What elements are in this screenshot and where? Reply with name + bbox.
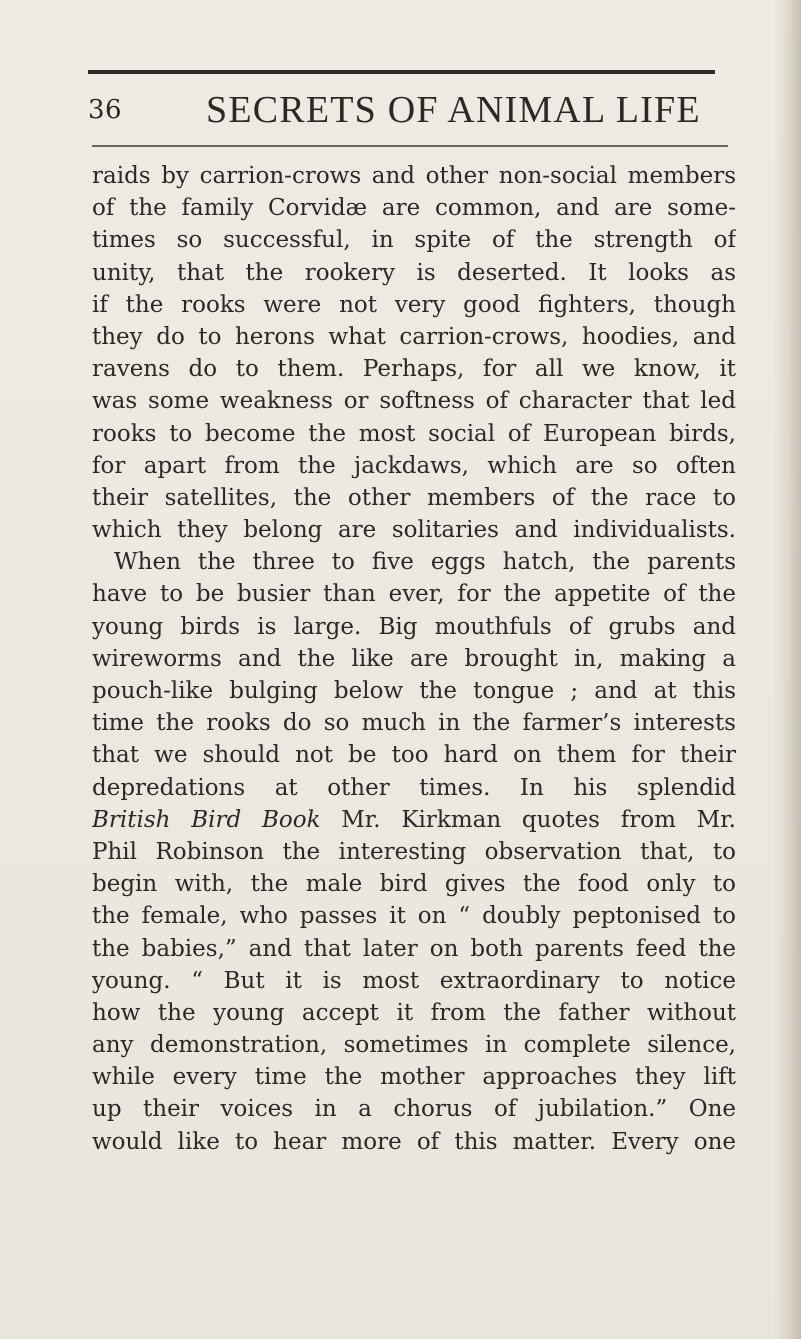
text-line: how the young accept it from the father without [92, 999, 736, 1026]
text-line: the babies,” and that later on both parents feed the [92, 935, 736, 962]
text-line: they do to herons what carrion-crows, hoodies, and [92, 323, 736, 350]
text-line: time the rooks do so much in the farmer’s interests [92, 710, 736, 737]
body-text [92, 160, 736, 1158]
text-line: wireworms and the like are brought in, making a [92, 645, 736, 672]
text-line: young. “ But it is most extraordinary to notice [92, 967, 736, 994]
text-line: if the rooks were not very good fighters, though [92, 291, 736, 318]
text-line: that we should not be too hard on them for their [92, 742, 736, 769]
text-line: raids by carrion-crows and other non-social members [92, 163, 736, 189]
text-line: depredations at other times. In his splendid [92, 774, 736, 801]
text-line: their satellites, the other members of the race to [92, 484, 736, 511]
page-number: 36 [88, 95, 123, 125]
text-line: Phil Robinson the interesting observation that, to [92, 838, 736, 865]
text-line: was some weakness or softness of character that led [92, 388, 736, 415]
header-top-rule [88, 70, 715, 74]
text-line: for apart from the jackdaws, which are so often [92, 452, 736, 479]
text-line: times so successful, in spite of the strength of [92, 227, 736, 254]
text-line: while every time the mother approaches they lift [92, 1064, 736, 1091]
text-line: When the three to five eggs hatch, the parents [114, 549, 736, 576]
text-line: begin with, the male bird gives the food only to [92, 871, 736, 898]
text-line: would like to hear more of this matter. Every one [92, 1128, 736, 1155]
text-line: young birds is large. Big mouthfuls of grubs and [92, 613, 736, 640]
text-line: ravens do to them. Perhaps, for all we know, it [92, 356, 736, 383]
text-segment: Mr. Kirkman quotes from Mr. [320, 806, 736, 833]
text-line: have to be busier than ever, for the appetite of the [92, 581, 736, 608]
text-line: rooks to become the most social of European birds, [92, 420, 736, 447]
text-line: any demonstration, sometimes in complete silence, [92, 1032, 736, 1059]
header-bottom-rule [92, 145, 728, 147]
page-header [88, 86, 728, 134]
page-edge-shadow [773, 0, 801, 1339]
text-line: unity, that the rookery is deserted. It looks as [92, 259, 736, 286]
book-title: British Bird Book [92, 806, 321, 833]
text-line: up their voices in a chorus of jubilation.” One [92, 1096, 736, 1123]
text-line: of the family Corvidæ are common, and are some- [92, 195, 736, 222]
running-head: SECRETS OF ANIMAL LIFE [206, 89, 701, 131]
text-line: pouch-like bulging below the tongue ; and at this [92, 678, 736, 704]
text-line: which they belong are solitaries and individualists. [92, 517, 736, 544]
text-line-with-title [92, 804, 736, 836]
text-line: the female, who passes it on “ doubly peptonised to [92, 903, 736, 930]
